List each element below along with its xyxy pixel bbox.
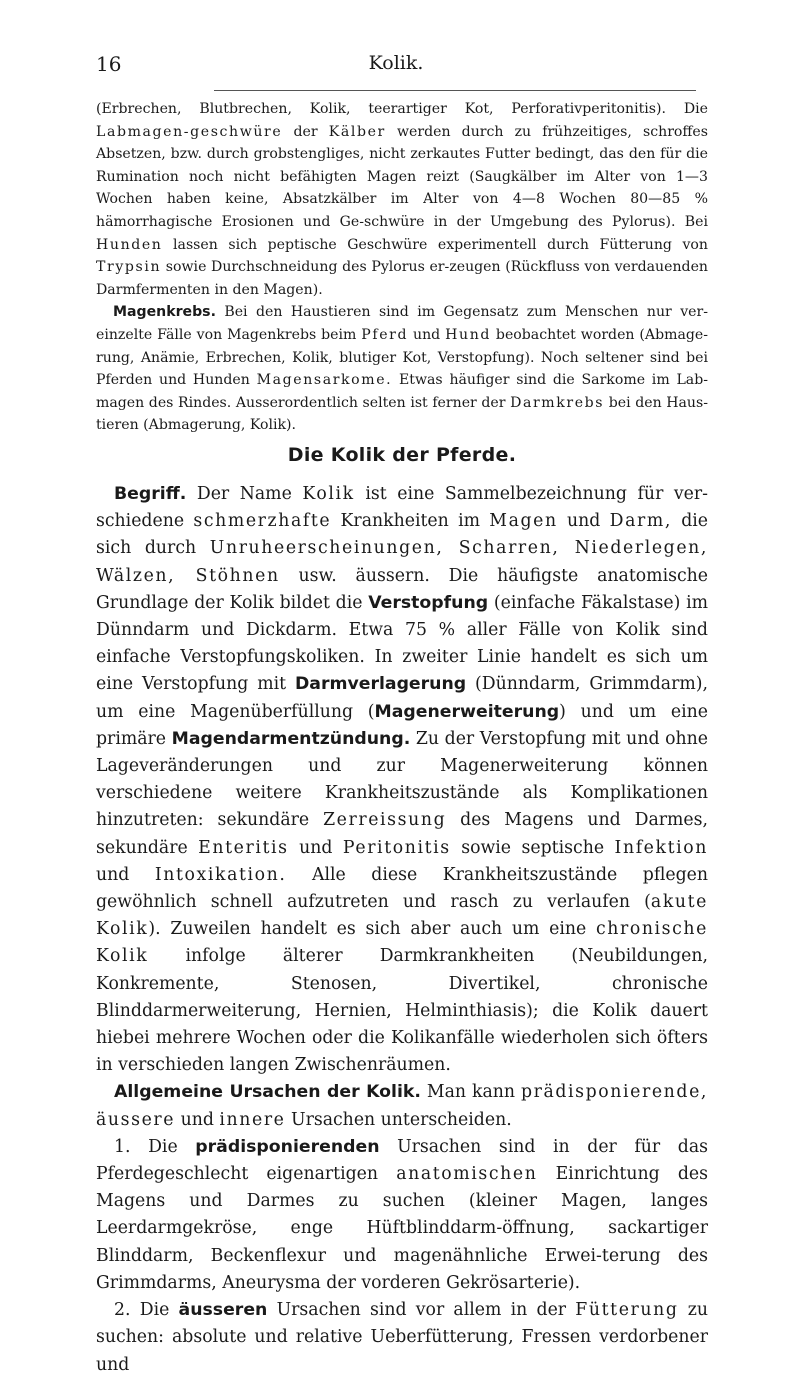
bold-term: Magenerweiterung xyxy=(374,701,560,722)
spaced-term: Intoxikation. xyxy=(154,864,287,885)
page-number: 16 xyxy=(96,52,122,76)
spaced-term: Hunden xyxy=(96,236,163,253)
text-run: Der Name xyxy=(186,484,303,504)
text-run: sowie septische xyxy=(450,837,615,858)
text-run: der xyxy=(282,123,329,140)
spaced-term: Darmkrebs xyxy=(510,394,605,411)
spaced-term: akute Kolik xyxy=(96,892,708,940)
bold-term: prädisponierenden xyxy=(195,1136,380,1157)
text-run: werden durch zu frühzeitiges, schroffes Absetzen, bzw. durch grobstengliges, nicht zerkautes Futter bedingt, das den für die Rumination noch nicht befähigten Magen reizt (Saugkälber im Alter von 1—3 Wochen haben keine, Absatzkälber im Alter von 4—8 Wochen 80—85 % hämorrhagische Erosionen und Ge-schwüre in der Umgebung des Pylorus). Bei xyxy=(96,123,708,230)
text-run: (Erbrechen, Blutbrechen, Kolik, teerartiger Kot, Perforativperitonitis). Die xyxy=(96,101,708,117)
text-run: und xyxy=(288,837,343,858)
run-in-heading: Allgemeine Ursachen der Kolik. xyxy=(114,1082,421,1103)
spaced-term: Labmagen-geschwüre xyxy=(96,123,283,140)
paragraph-ursachen xyxy=(96,1079,708,1133)
running-head xyxy=(96,52,696,78)
spaced-term: Magensarkome. xyxy=(256,372,393,389)
text-run: ). Zuweilen handelt es sich aber auch um eine xyxy=(148,919,596,940)
main-text xyxy=(96,481,708,1379)
text-run: 1. Die xyxy=(114,1136,196,1157)
spaced-term: prädisponierende, äussere xyxy=(96,1082,708,1130)
spaced-term: Magen xyxy=(489,511,558,532)
text-run: Etwas häufiger sind die Sarkome im Lab-magen des Rindes. Ausserordentlich selten ist ferner der xyxy=(96,372,708,411)
text-run: Ursachen unterscheiden. xyxy=(285,1109,512,1130)
bold-term: Magendarmentzündung. xyxy=(171,728,411,749)
spaced-term: Enteritis xyxy=(198,837,289,858)
text-run: ist eine Sammelbezeichnung für ver-schiedene xyxy=(96,484,708,532)
text-run: usw. äussern. Die häufigste anatomische Grundlage der Kolik bildet die xyxy=(96,565,708,613)
run-in-heading: Magenkrebs. xyxy=(113,304,216,321)
paragraph-magenkrebs xyxy=(96,301,708,437)
bold-term: äusseren xyxy=(178,1300,268,1321)
text-run: lassen sich peptische Geschwüre experimentell durch Fütterung von xyxy=(162,236,708,253)
text-run: Ursachen sind in der für das Pferdegeschlecht eigenartigen xyxy=(96,1136,708,1185)
spaced-term: Kolik xyxy=(302,484,355,504)
text-run: (Dünndarm, Grimmdarm), um eine Magenüberfüllung ( xyxy=(96,674,708,722)
bold-term: Verstopfung xyxy=(368,592,489,613)
text-run: Ursachen sind vor allem in der xyxy=(267,1300,576,1321)
spaced-term: innere xyxy=(219,1109,286,1130)
text-run: (einfache Fäkalstase) im Dünndarm und Dickdarm. Etwa 75 % aller Fälle von Kolik sind einfache Verstopfungskoliken. In zweiter Linie handelt es sich um eine Verstopfung mit xyxy=(96,592,708,695)
spaced-term: Kälber xyxy=(328,123,386,140)
run-in-heading: Begriff. xyxy=(114,484,187,504)
text-run: 2. Die xyxy=(114,1300,179,1321)
paragraph-praedisponierend xyxy=(96,1134,708,1297)
text-run: Man kann xyxy=(420,1082,521,1103)
paragraph-aeussere xyxy=(96,1297,708,1379)
spaced-term: Trypsin xyxy=(96,259,162,276)
text-run: ) und um eine primäre xyxy=(96,701,708,749)
spaced-term: Darm, xyxy=(609,511,672,532)
text-run: und xyxy=(96,864,155,885)
spaced-term: Unruheerscheinungen, Scharren, Niederlegen, Wälzen, Stöhnen xyxy=(96,538,708,586)
section-title: Die Kolik der Pferde. xyxy=(287,444,517,466)
text-run: und xyxy=(408,326,446,343)
spaced-term: Fütterung xyxy=(575,1300,679,1321)
running-title: Kolik. xyxy=(368,52,424,74)
paragraph-begriff xyxy=(96,481,708,1079)
spaced-term: Peritonitis xyxy=(342,837,451,858)
text-run: und xyxy=(557,511,610,532)
text-run: beobachtet worden (Abmage-rung, Anämie, Erbrechen, Kolik, blutiger Kot, Verstopfung). Noch seltener sind bei Pferden und Hunden xyxy=(96,326,709,389)
text-run: infolge älterer Darmkrankheiten (Neubildungen, Konkremente, Stenosen, Divertikel, chronische Blinddarmerweiterung, Hernien, Helminthiasis); die Kolik dauert hiebei mehrere Wochen oder die Kolikanfälle wiederholen sich öfters in verschieden langen Zwischenräumen. xyxy=(96,946,708,1076)
spaced-term: Infektion xyxy=(614,837,708,858)
spaced-term: Zerreissung xyxy=(323,810,447,831)
text-run: Bei den Haustieren sind im Gegensatz zum Menschen nur ver-einzelte Fälle von Magenkrebs beim xyxy=(96,304,708,343)
bold-term: Darmverlagerung xyxy=(294,674,467,695)
text-run: Einrichtung des Magens und Darmes zu suchen (kleiner Magen, langes Leerdarmgekröse, enge Hüftblinddarm-öffnung, sackartiger Blinddarm, Beckenflexur und magenähnliche Erwei-terung des Grimmdarms, Aneurysma der vorderen Gekrösarterie). xyxy=(96,1164,708,1293)
text-run: zu suchen: absolute und relative Ueberfütterung, Fressen verdorbener und xyxy=(96,1300,708,1375)
spaced-term: anatomischen xyxy=(396,1164,538,1185)
text-run: des Magens und Darmes, sekundäre xyxy=(96,810,708,858)
paragraph-labmagen xyxy=(96,98,708,301)
text-run: Alle diese Krankheitszustände pflegen gewöhnlich schnell aufzutreten und rasch zu verlaufen ( xyxy=(96,864,708,913)
text-run: die sich durch xyxy=(96,511,709,559)
text-run: und xyxy=(175,1109,220,1130)
spaced-term: Pferd xyxy=(361,326,409,343)
text-run: Krankheiten im xyxy=(331,511,490,532)
spaced-term: schmerzhafte xyxy=(193,511,332,532)
text-run: bei den Haus-tieren (Abmagerung, Kolik). xyxy=(96,394,709,434)
spaced-term: Hund xyxy=(445,326,492,343)
spaced-term: chronische Kolik xyxy=(96,919,708,967)
intro-text xyxy=(96,98,708,437)
text-run: sowie Durchschneidung des Pylorus er-zeugen (Rückfluss von verdauenden Darmfermenten in den Magen). xyxy=(96,259,708,298)
text-run: Zu der Verstopfung mit und ohne Lageveränderungen und zur Magenerweiterung können verschiedene weitere Krankheitszustände als Komplikationen hinzutreten: sekundäre xyxy=(96,728,708,831)
header-rule xyxy=(214,90,696,91)
